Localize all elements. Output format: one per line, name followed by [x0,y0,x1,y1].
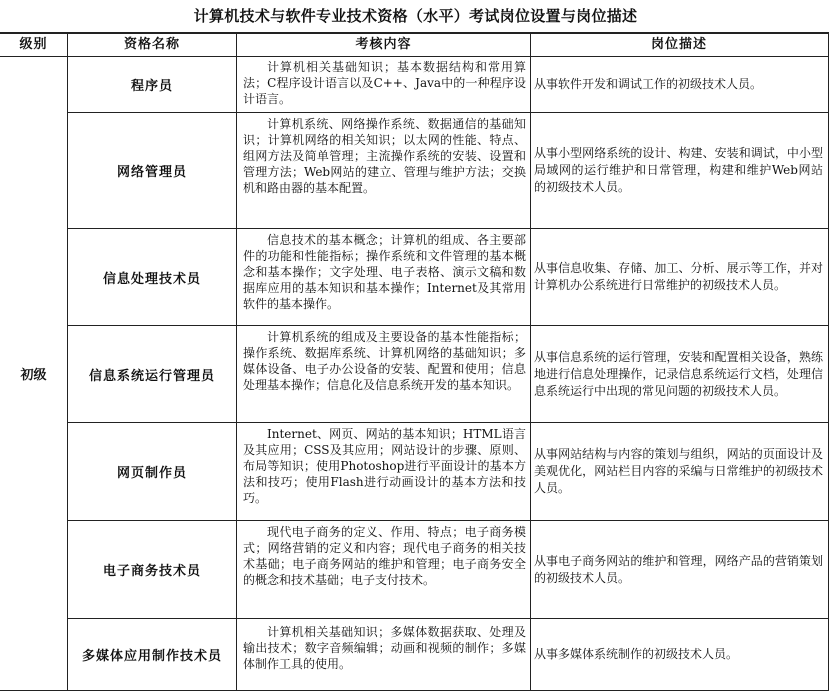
table-row-name: 网页制作员 [116,466,187,481]
table-row-content: Internet、网页、网站的基本知识；HTML语言及其应用；CSS及其应用；网站设计的步骤、原则、布局等知识；使用Photoshop进行平面设计的基本方法和技巧；使用Flash进行动画设计的基本方法和技巧。 [243,427,526,505]
table-row-description: 从事信息系统的运行管理，安装和配置相关设备，熟练地进行信息处理操作，记录信息系统运行文档，处理信息系统运行中出现的常见问题的初级技术人员。 [534,349,823,398]
table-row-description: 从事小型网络系统的设计、构建、安装和调试，中小型局域网的运行维护和日常管理，构建和维护Web网站的初级技术人员。 [534,146,823,194]
table-row-content: 计算机相关基础知识；基本数据结构和常用算法；C程序设计语言以及C++、Java中的一种程序设计语言。 [243,60,526,106]
table-row-description: 从事电子商务网站的维护和管理，网络产品的营销策划的初级技术人员。 [534,553,823,585]
table-row-description: 从事软件开发和调试工作的初级技术人员。 [534,77,763,91]
table-row-content: 计算机相关基础知识；多媒体数据获取、处理及输出技术；数字音频编辑；动画和视频的制作；多媒体制作工具的使用。 [243,625,526,671]
table-row-name: 程序员 [130,79,173,94]
table-row-description: 从事信息收集、存储、加工、分析、展示等工作，并对计算机办公系统进行日常维护的初级技术人员。 [534,261,823,292]
header-name: 资格名称 [123,37,180,52]
table-row-name: 多媒体应用制作技术员 [81,649,222,664]
table-row-description: 从事网站结构与内容的策划与组织，网站的页面设计及美观优化，网站栏目内容的采编与日常维护的初级技术人员。 [534,447,823,495]
table-row-description: 从事多媒体系统制作的初级技术人员。 [534,647,739,661]
header-description: 岗位描述 [650,37,707,52]
table-row-name: 网络管理员 [116,165,187,180]
table-row-content: 计算机系统、网络操作系统、数据通信的基础知识；计算机网络的相关知识；以太网的性能、特点、组网方法及简单管理；主流操作系统的安装、设置和管理方法；Web网站的建立、管理与维护方法；交换机和路由器的基本配置。 [243,117,526,195]
table-row-content: 计算机系统的组成及主要设备的基本性能指标；操作系统、数据库系统、计算机网络的基础知识；多媒体设备、电子办公设备的安装、配置和使用；信息处理基本操作；信息化及信息系统开发的基本知识。 [243,330,526,392]
header-level: 级别 [19,37,48,52]
table-row-name: 电子商务技术员 [102,564,201,579]
table-row-name: 信息系统运行管理员 [88,368,215,384]
table-row-content: 信息技术的基本概念；计算机的组成、各主要部件的功能和性能指标；操作系统和文件管理的基本概念和基本操作；文字处理、电子表格、演示文稿和数据库应用的基本知识和基本操作；Internet及其常用软件的基本操作。 [243,233,526,311]
table-bottom-rule [0,690,829,691]
table-right-border [828,33,829,691]
table-title: 计算机技术与软件专业技术资格（水平）考试岗位设置与岗位描述 [193,7,638,25]
header-content: 考核内容 [355,37,412,52]
level-cell [0,57,67,690]
table-row-name: 信息处理技术员 [102,271,201,287]
level-label: 初级 [20,368,47,383]
table-row-content: 现代电子商务的定义、作用、特点；电子商务模式；网络营销的定义和内容；现代电子商务的相关技术基础；电子商务网站的维护和管理；电子商务安全的概念和技术基础；电子支付技术。 [243,525,526,587]
